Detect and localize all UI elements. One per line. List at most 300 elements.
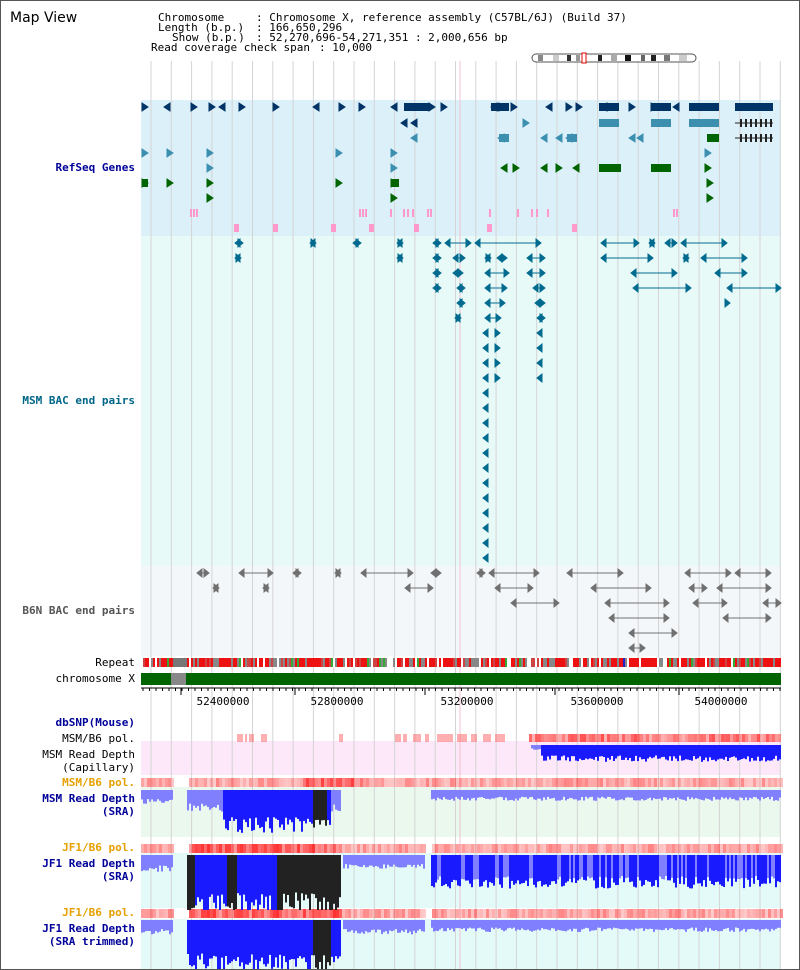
pol-cell: [573, 778, 576, 787]
pol-cell: [568, 734, 571, 742]
pol-cell: [561, 844, 564, 853]
depth-bar: [679, 790, 681, 799]
pol-cell: [330, 778, 333, 787]
track-label-jf1-b6-pol-1[interactable]: JF1/B6 pol.: [62, 841, 135, 854]
gene-exon-tick: [760, 119, 762, 127]
depth-bar: [699, 790, 701, 799]
depth-bar: [585, 790, 587, 797]
depth-bar: [609, 855, 611, 888]
repeat-segment: [705, 658, 707, 667]
depth-bar: [195, 790, 197, 808]
depth-bar: [693, 855, 695, 885]
repeat-segment: [491, 658, 493, 667]
depth-bar: [223, 790, 225, 820]
depth-bar: [237, 855, 239, 893]
depth-bar: [391, 920, 393, 931]
pol-cell: [646, 734, 649, 742]
gene-mark-pink: [359, 209, 361, 217]
depth-bar: [643, 855, 645, 885]
depth-bar: [639, 790, 641, 801]
repeat-segment: [349, 658, 351, 667]
genome-browser-canvas[interactable]: [1, 1, 800, 970]
depth-bar: [553, 745, 555, 756]
depth-bar: [657, 920, 659, 930]
depth-bar: [441, 790, 443, 800]
depth-bar: [315, 920, 317, 968]
repeat-segment: [313, 658, 315, 667]
pol-cell: [615, 909, 618, 918]
depth-bar: [435, 920, 437, 931]
depth-bar: [263, 920, 265, 964]
depth-bar: [505, 855, 507, 878]
depth-bar: [769, 790, 771, 799]
pol-cell: [633, 909, 636, 918]
pol-cell: [342, 778, 345, 787]
depth-bar: [157, 920, 159, 933]
depth-bar: [629, 855, 631, 882]
depth-bar: [667, 745, 669, 760]
pol-cell: [165, 778, 168, 787]
repeat-segment: [331, 658, 333, 667]
pol-cell: [171, 778, 174, 787]
repeat-segment: [423, 658, 425, 667]
pol-cell: [684, 778, 687, 787]
pol-cell: [450, 844, 453, 853]
pol-cell: [279, 909, 282, 918]
repeat-segment: [493, 658, 495, 667]
depth-bar: [589, 790, 591, 797]
pol-cell: [267, 844, 270, 853]
gene-mark-pink: [487, 224, 492, 232]
repeat-segment: [723, 658, 725, 667]
pol-cell: [474, 778, 477, 787]
pol-cell: [609, 844, 612, 853]
pol-cell: [546, 844, 549, 853]
depth-bar: [729, 920, 731, 931]
depth-bar: [681, 745, 683, 761]
pol-cell: [651, 844, 654, 853]
depth-bar: [591, 855, 593, 878]
depth-bar: [231, 920, 233, 961]
depth-bar: [261, 855, 263, 894]
depth-bar: [319, 790, 321, 825]
pol-cell: [682, 734, 685, 742]
depth-bar: [245, 855, 247, 901]
pol-cell: [549, 778, 552, 787]
depth-bar: [615, 855, 617, 885]
depth-bar: [265, 920, 267, 967]
depth-bar: [441, 855, 443, 886]
track-label-msm-depth-sra[interactable]: MSM Read Depth: [42, 792, 135, 805]
pol-cell: [267, 778, 270, 787]
gene-mark-pink: [190, 209, 192, 217]
track-label-msm-b6-pol-2[interactable]: MSM/B6 pol.: [62, 776, 135, 789]
depth-bar: [695, 855, 697, 877]
pol-cell: [627, 778, 630, 787]
depth-bar: [619, 790, 621, 800]
pol-cell: [759, 909, 762, 918]
repeat-segment: [191, 658, 193, 667]
pol-cell: [546, 909, 549, 918]
repeat-segment: [335, 658, 337, 667]
depth-bar: [771, 920, 773, 929]
depth-bar: [703, 920, 705, 931]
pol-cell: [384, 778, 387, 787]
pol-cell: [639, 844, 642, 853]
pol-cell: [168, 778, 171, 787]
depth-bar: [723, 855, 725, 887]
repeat-segment: [661, 658, 663, 667]
depth-bar: [669, 790, 671, 798]
ideogram-band: [553, 55, 559, 61]
depth-bar: [363, 920, 365, 934]
depth-bar: [205, 920, 207, 968]
repeat-segment: [443, 658, 445, 667]
depth-bar: [239, 790, 241, 830]
depth-bar: [531, 920, 533, 932]
repeat-segment: [337, 658, 339, 667]
depth-bar: [205, 790, 207, 805]
depth-bar: [765, 855, 767, 884]
pol-cell: [661, 734, 664, 742]
depth-bar: [493, 790, 495, 799]
depth-bar: [571, 745, 573, 756]
depth-bar: [597, 745, 599, 761]
repeat-segment: [287, 658, 289, 667]
depth-bar: [269, 790, 271, 828]
repeat-segment: [223, 658, 225, 667]
pol-cell: [318, 844, 321, 853]
show-value: : 52,270,696-54,271,351 : 2,000,656 bp: [256, 31, 508, 44]
depth-bar: [603, 790, 605, 798]
depth-bar: [577, 855, 579, 880]
depth-bar: [731, 920, 733, 930]
pol-cell: [666, 778, 669, 787]
pol-cell: [462, 778, 465, 787]
repeat-segment: [559, 658, 561, 667]
pol-cell: [390, 909, 393, 918]
gene-mark-pink: [331, 224, 336, 232]
repeat-segment: [401, 658, 403, 667]
depth-bar: [259, 920, 261, 961]
repeat-segment: [711, 658, 713, 667]
depth-bar: [323, 790, 325, 820]
pol-cell: [528, 844, 531, 853]
pol-cell: [150, 844, 153, 853]
depth-bar: [665, 855, 667, 876]
depth-bar: [445, 855, 447, 884]
pol-cell: [480, 778, 483, 787]
repeat-segment: [527, 658, 529, 667]
depth-bar: [731, 790, 733, 799]
depth-bar: [395, 855, 397, 867]
pol-cell: [441, 844, 444, 853]
track-label-jf1-depth-trimmed[interactable]: JF1 Read Depth: [42, 922, 135, 935]
depth-bar: [741, 745, 743, 759]
pol-cell: [486, 909, 489, 918]
pol-cell: [234, 909, 237, 918]
depth-bar: [601, 790, 603, 797]
repeat-segment: [225, 658, 227, 667]
pol-cell: [366, 844, 369, 853]
depth-bar: [455, 790, 457, 797]
pol-cell: [324, 778, 327, 787]
repeat-segment: [625, 658, 627, 667]
pol-cell: [601, 734, 604, 742]
pol-cell: [742, 734, 745, 742]
depth-bar: [461, 920, 463, 929]
pol-cell: [693, 778, 696, 787]
repeat-segment: [411, 658, 413, 667]
ideogram-band: [664, 55, 670, 61]
repeat-segment: [201, 658, 203, 667]
depth-bar: [197, 920, 199, 956]
repeat-segment: [771, 658, 773, 667]
chromosome-value: : Chromosome X, reference assembly (C57BL/6J) (Build 37): [256, 11, 627, 24]
track-label-dbsnp[interactable]: dbSNP(Mouse): [55, 716, 135, 729]
depth-bar: [497, 790, 499, 797]
pol-cell: [745, 734, 748, 742]
pol-cell: [189, 844, 192, 853]
repeat-segment: [169, 658, 171, 667]
pol-cell: [198, 909, 201, 918]
repeat-segment: [611, 658, 613, 667]
pol-cell: [375, 909, 378, 918]
depth-bar: [585, 920, 587, 928]
depth-bar: [673, 745, 675, 756]
depth-bar: [641, 790, 643, 799]
pol-cell: [348, 909, 351, 918]
pol-cell: [639, 909, 642, 918]
depth-bar: [375, 920, 377, 932]
repeat-segment: [567, 658, 569, 667]
repeat-segment: [215, 658, 217, 667]
depth-bar: [757, 920, 759, 929]
depth-bar: [335, 855, 337, 910]
repeat-segment: [307, 658, 309, 667]
pol-cell: [535, 734, 538, 742]
gene-mark-pink: [362, 209, 364, 217]
gene-mark-pink: [517, 209, 519, 217]
depth-bar: [227, 920, 229, 965]
depth-bar: [299, 855, 301, 910]
depth-bar: [651, 920, 653, 929]
depth-bar: [477, 790, 479, 798]
depth-bar: [485, 790, 487, 799]
pol-cell: [228, 844, 231, 853]
depth-bar: [523, 790, 525, 797]
depth-bar: [591, 790, 593, 797]
depth-bar: [587, 855, 589, 877]
depth-bar: [239, 920, 241, 966]
pol-cell: [237, 909, 240, 918]
pol-cell: [483, 734, 491, 742]
pol-cell: [564, 778, 567, 787]
pol-cell: [204, 778, 207, 787]
repeat-segment: [367, 658, 369, 667]
depth-bar: [353, 920, 355, 933]
pol-cell: [603, 844, 606, 853]
depth-bar: [557, 920, 559, 930]
pol-cell: [666, 909, 669, 918]
pol-cell: [408, 778, 411, 787]
depth-bar: [213, 920, 215, 956]
pol-cell: [417, 778, 420, 787]
pol-cell: [459, 778, 462, 787]
ideogram-band: [679, 55, 687, 61]
depth-bar: [225, 790, 227, 829]
pol-cell: [597, 778, 600, 787]
pol-cell: [660, 909, 663, 918]
depth-bar: [309, 790, 311, 822]
depth-bar: [595, 745, 597, 757]
pol-cell: [165, 844, 168, 853]
depth-bar: [383, 920, 385, 932]
depth-bar: [489, 920, 491, 932]
repeat-segment: [323, 658, 325, 667]
repeat-segment: [511, 658, 513, 667]
repeat-segment: [183, 658, 185, 667]
pol-cell: [544, 734, 547, 742]
depth-bar: [607, 745, 609, 758]
depth-bar: [655, 745, 657, 756]
pol-cell: [438, 778, 441, 787]
depth-bar: [553, 920, 555, 929]
pol-cell: [540, 778, 543, 787]
ideogram-position-marker: [582, 53, 586, 63]
pol-cell: [663, 909, 666, 918]
pol-cell: [243, 909, 246, 918]
depth-bar: [543, 745, 545, 761]
repeat-segment: [353, 658, 355, 667]
pol-cell: [576, 909, 579, 918]
depth-bar: [691, 745, 693, 761]
depth-bar: [421, 855, 423, 864]
depth-bar: [471, 790, 473, 799]
depth-bar: [617, 855, 619, 885]
repeat-segment: [487, 658, 489, 667]
pol-cell: [330, 844, 333, 853]
depth-bar: [271, 790, 273, 833]
pol-cell: [480, 909, 483, 918]
pol-cell: [679, 734, 682, 742]
repeat-segment: [489, 658, 491, 667]
pol-cell: [757, 734, 760, 742]
pol-cell: [525, 909, 528, 918]
depth-bar: [239, 855, 241, 895]
pol-cell: [150, 778, 153, 787]
pol-cell: [546, 778, 549, 787]
depth-bar: [717, 855, 719, 882]
gene-block: [491, 103, 509, 111]
depth-bar: [679, 920, 681, 929]
pol-cell: [712, 734, 715, 742]
depth-bar: [283, 920, 285, 956]
track-label-msm-bac[interactable]: MSM BAC end pairs: [22, 394, 135, 407]
pol-cell: [693, 844, 696, 853]
gene-exon-tick: [755, 134, 757, 142]
track-label-jf1-b6-pol-2[interactable]: JF1/B6 pol.: [62, 906, 135, 919]
depth-bar: [187, 920, 189, 954]
repeat-segment: [405, 658, 407, 667]
depth-bar: [521, 855, 523, 883]
depth-bar: [491, 790, 493, 799]
depth-bar: [451, 920, 453, 929]
depth-bar: [627, 790, 629, 797]
repeat-segment: [727, 658, 729, 667]
pol-cell: [690, 844, 693, 853]
pol-cell: [528, 778, 531, 787]
depth-bar: [759, 790, 761, 801]
pol-cell: [678, 909, 681, 918]
pol-cell: [531, 778, 534, 787]
track-label-refseq[interactable]: RefSeq Genes: [55, 161, 135, 174]
track-label-jf1-depth-sra[interactable]: JF1 Read Depth: [42, 857, 135, 870]
pol-cell: [780, 844, 783, 853]
track-label-b6n-bac[interactable]: B6N BAC end pairs: [22, 604, 135, 617]
pol-cell: [573, 844, 576, 853]
pol-cell: [147, 778, 150, 787]
pol-cell: [537, 778, 540, 787]
depth-bar: [733, 790, 735, 799]
repeat-segment: [699, 658, 701, 667]
depth-bar: [477, 855, 479, 879]
depth-bar: [727, 920, 729, 928]
depth-bar: [251, 790, 253, 831]
pol-cell: [324, 909, 327, 918]
pol-cell: [231, 844, 234, 853]
depth-bar: [537, 790, 539, 799]
depth-bar: [231, 790, 233, 817]
depth-bar: [393, 855, 395, 865]
depth-bar: [647, 790, 649, 799]
pol-cell: [240, 844, 243, 853]
depth-bar: [659, 790, 661, 799]
pol-cell: [723, 844, 726, 853]
pol-cell: [246, 909, 249, 918]
depth-bar: [267, 920, 269, 964]
pol-cell: [282, 778, 285, 787]
ideogram-band: [651, 55, 656, 61]
depth-bar: [771, 855, 773, 877]
repeat-segment: [531, 658, 533, 667]
pol-cell: [741, 844, 744, 853]
depth-bar: [705, 855, 707, 887]
pol-cell: [273, 844, 276, 853]
depth-bar: [541, 920, 543, 928]
depth-bar: [247, 920, 249, 965]
repeat-segment: [735, 658, 737, 667]
pol-cell: [303, 778, 306, 787]
depth-bar: [753, 920, 755, 929]
depth-bar: [485, 855, 487, 880]
pol-cell: [279, 844, 282, 853]
depth-bar: [237, 920, 239, 957]
repeat-segment: [277, 658, 279, 667]
pol-cell: [559, 734, 562, 742]
depth-bar: [607, 920, 609, 928]
depth-bar: [657, 745, 659, 759]
pol-cell: [726, 778, 729, 787]
repeat-segment: [435, 658, 437, 667]
depth-bar: [151, 920, 153, 934]
repeat-segment: [365, 658, 367, 667]
repeat-segment: [231, 658, 233, 667]
depth-bar: [583, 790, 585, 801]
pol-cell: [669, 778, 672, 787]
depth-bar: [531, 745, 533, 748]
depth-bar: [485, 920, 487, 932]
